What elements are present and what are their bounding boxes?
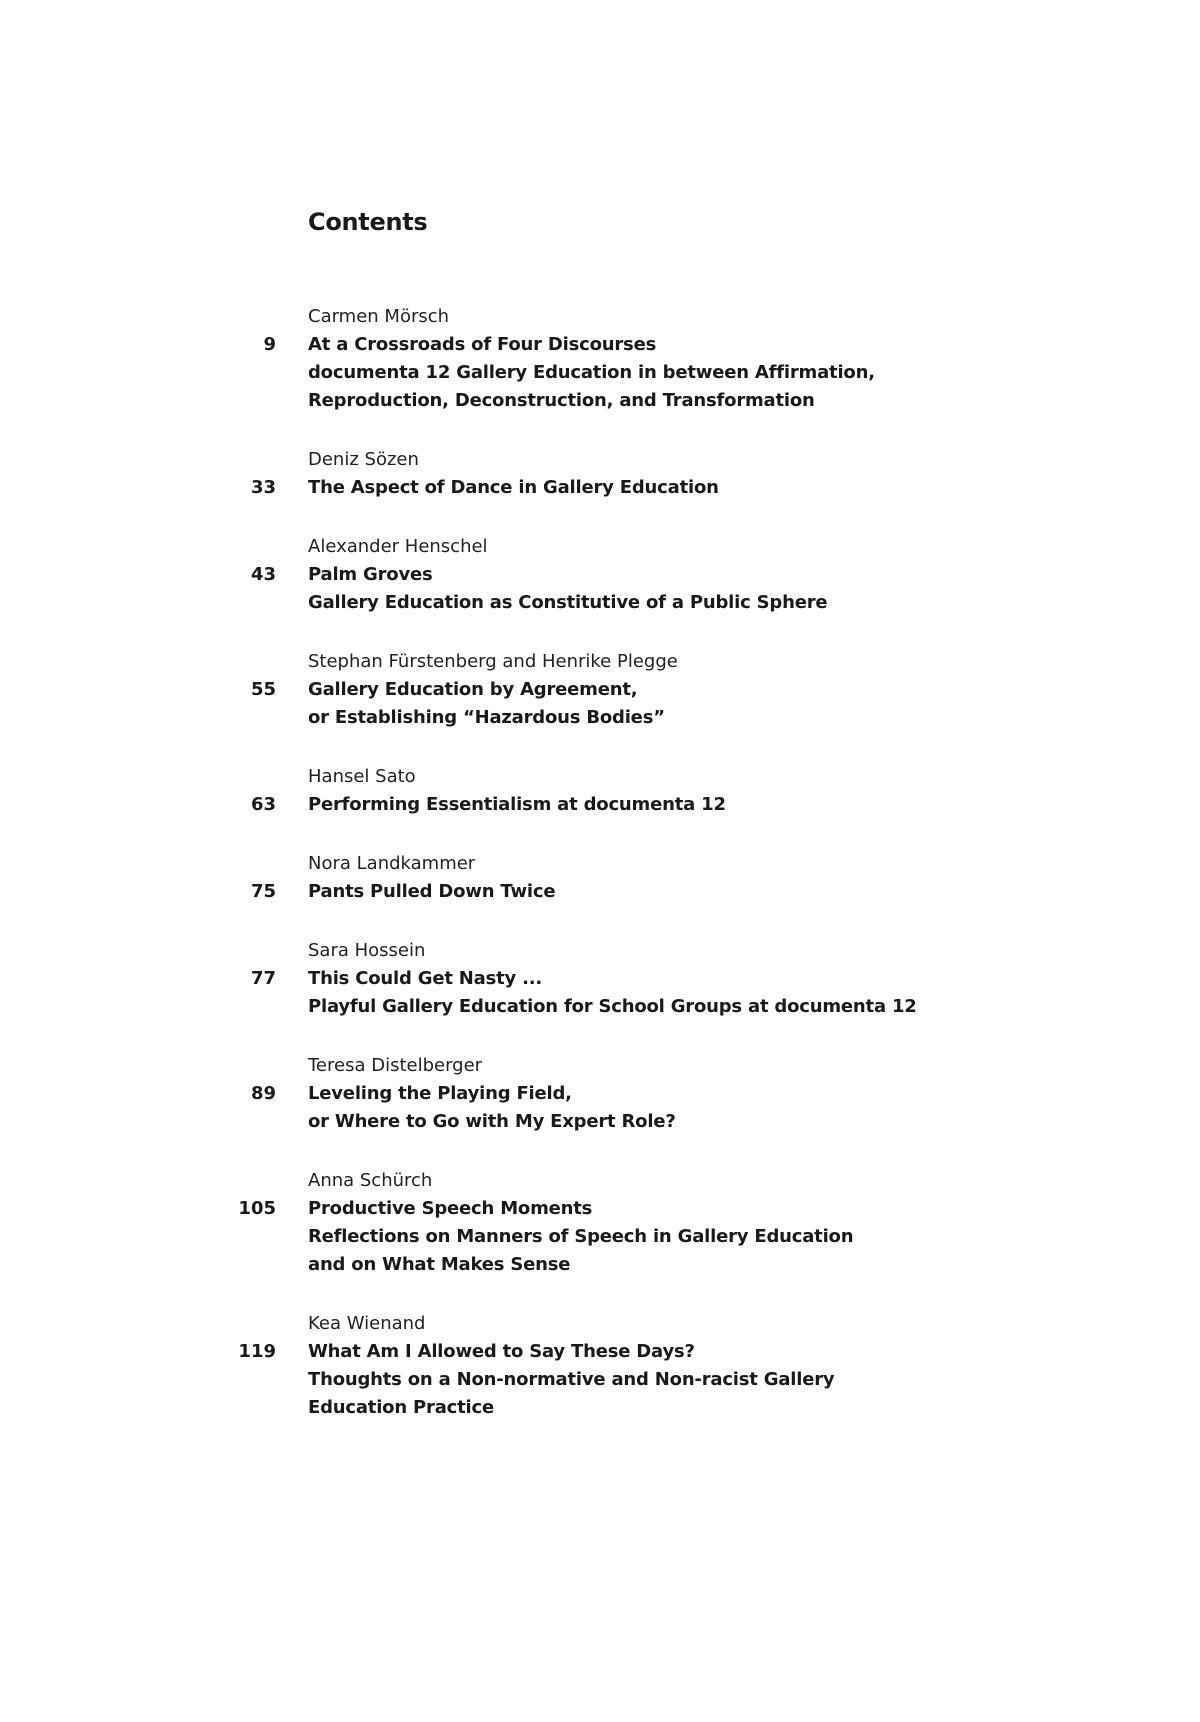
entry-row <box>0 791 1200 819</box>
entry-row <box>0 676 1200 732</box>
entry-subtitle-line: Education Practice <box>308 1397 494 1418</box>
entry-row <box>0 331 1200 415</box>
entry-subtitle-line: and on What Makes Sense <box>308 1254 571 1275</box>
entry-page-number: 55 <box>250 679 276 700</box>
entry-subtitle-line: Thoughts on a Non-normative and Non-racist Gallery <box>308 1369 835 1390</box>
entry-page-number: 75 <box>250 881 276 902</box>
entry-page-number: 33 <box>250 477 276 498</box>
entry-title: What Am I Allowed to Say These Days? <box>308 1341 695 1362</box>
entry-author: Deniz Sözen <box>308 449 419 470</box>
toc-entry <box>0 763 1200 819</box>
entry-row <box>0 561 1200 617</box>
entry-row <box>0 1338 1200 1422</box>
toc-entry <box>0 648 1200 732</box>
toc-entry <box>0 446 1200 502</box>
entry-title-block <box>308 965 948 1021</box>
entry-subtitle-line: or Where to Go with My Expert Role? <box>308 1111 676 1132</box>
entry-page-number: 105 <box>238 1198 276 1219</box>
entry-title: This Could Get Nasty ... <box>308 968 543 989</box>
entry-title-block <box>308 474 948 502</box>
table-of-contents <box>0 303 1200 1453</box>
entry-author: Hansel Sato <box>308 766 416 787</box>
entry-author: Sara Hossein <box>308 940 426 961</box>
entry-page-number: 9 <box>263 334 276 355</box>
entry-title-block <box>308 878 948 906</box>
entry-title: The Aspect of Dance in Gallery Education <box>308 477 719 498</box>
entry-page-number: 89 <box>250 1083 276 1104</box>
entry-title: Performing Essentialism at documenta 12 <box>308 794 726 815</box>
entry-title: Productive Speech Moments <box>308 1198 593 1219</box>
entry-author: Teresa Distelberger <box>308 1055 483 1076</box>
entry-title-block <box>308 1080 948 1136</box>
entry-author: Anna Schürch <box>308 1170 433 1191</box>
entry-title-block <box>308 791 948 819</box>
entry-row <box>0 1195 1200 1279</box>
entry-title: Pants Pulled Down Twice <box>308 881 556 902</box>
entry-author: Kea Wienand <box>308 1313 426 1334</box>
entry-title-block <box>308 561 948 617</box>
entry-page-number: 77 <box>250 968 276 989</box>
entry-row <box>0 1080 1200 1136</box>
entry-subtitle-line: Reflections on Manners of Speech in Gallery Education <box>308 1226 854 1247</box>
entry-title: Leveling the Playing Field, <box>308 1083 572 1104</box>
entry-page-number: 63 <box>250 794 276 815</box>
entry-subtitle-line: Reproduction, Deconstruction, and Transformation <box>308 390 815 411</box>
entry-row <box>0 965 1200 1021</box>
contents-heading: Contents <box>308 208 428 236</box>
entry-row <box>0 878 1200 906</box>
toc-entry <box>0 850 1200 906</box>
entry-subtitle-line: Gallery Education as Constitutive of a Public Sphere <box>308 592 828 613</box>
entry-subtitle-line: documenta 12 Gallery Education in between Affirmation, <box>308 362 875 383</box>
entry-page-number: 119 <box>238 1341 276 1362</box>
entry-title: Gallery Education by Agreement, <box>308 679 638 700</box>
entry-author: Carmen Mörsch <box>308 306 450 327</box>
entry-title-block <box>308 331 948 415</box>
toc-entry <box>0 937 1200 1021</box>
entry-title-block <box>308 1338 948 1422</box>
toc-entry <box>0 533 1200 617</box>
entry-title: At a Crossroads of Four Discourses <box>308 334 657 355</box>
entry-title-block <box>308 1195 948 1279</box>
entry-page-number: 43 <box>250 564 276 585</box>
toc-entry <box>0 303 1200 415</box>
toc-entry <box>0 1167 1200 1279</box>
toc-entry <box>0 1052 1200 1136</box>
entry-row <box>0 474 1200 502</box>
entry-title: Palm Groves <box>308 564 433 585</box>
entry-title-block <box>308 676 948 732</box>
entry-author: Stephan Fürstenberg and Henrike Plegge <box>308 651 678 672</box>
toc-entry <box>0 1310 1200 1422</box>
entry-subtitle-line: Playful Gallery Education for School Groups at documenta 12 <box>308 996 917 1017</box>
entry-author: Alexander Henschel <box>308 536 488 557</box>
entry-subtitle-line: or Establishing “Hazardous Bodies” <box>308 707 665 728</box>
entry-author: Nora Landkammer <box>308 853 476 874</box>
